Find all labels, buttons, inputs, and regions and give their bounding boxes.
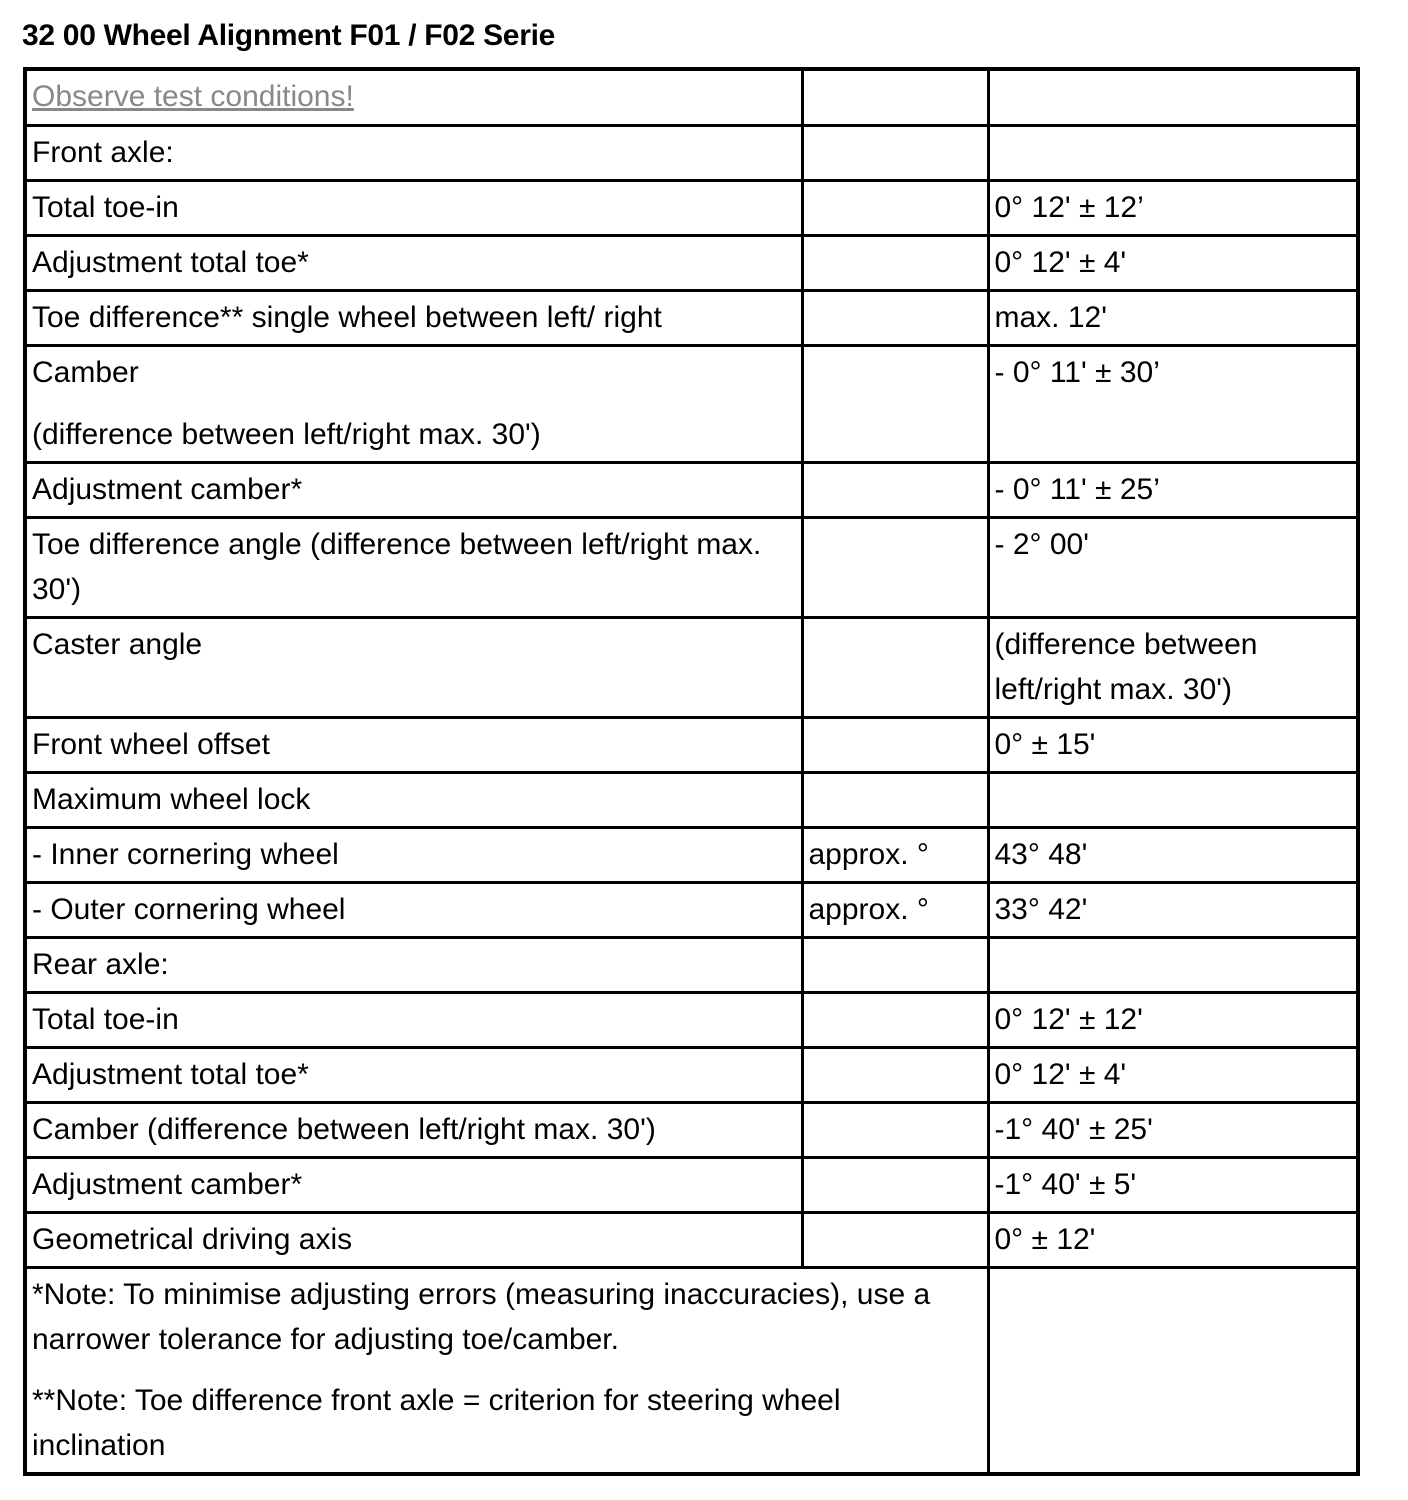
table-row bbox=[25, 235, 1358, 290]
cell-description bbox=[25, 345, 802, 462]
notes-cell bbox=[25, 1267, 988, 1474]
table-row bbox=[25, 125, 1358, 180]
table-row bbox=[25, 772, 1358, 827]
cell-description: Maximum wheel lock bbox=[25, 772, 802, 827]
cell-unit bbox=[802, 617, 988, 717]
table-row bbox=[25, 1102, 1358, 1157]
cell-value: -1° 40' ± 25' bbox=[988, 1102, 1358, 1157]
cell-unit bbox=[802, 1212, 988, 1267]
cell-unit bbox=[802, 992, 988, 1047]
cell-unit bbox=[802, 517, 988, 617]
cell-description: Front wheel offset bbox=[25, 717, 802, 772]
cell-description bbox=[25, 69, 802, 125]
camber-label: Camber bbox=[32, 355, 139, 389]
cell-description: - Inner cornering wheel bbox=[25, 827, 802, 882]
cell-value: -1° 40' ± 5' bbox=[988, 1157, 1358, 1212]
table-row bbox=[25, 992, 1358, 1047]
cell-description: Caster angle bbox=[25, 617, 802, 717]
cell-unit bbox=[802, 345, 988, 462]
cell-value: 33° 42' bbox=[988, 882, 1358, 937]
cell-value bbox=[988, 69, 1358, 125]
cell-value: 43° 48' bbox=[988, 827, 1358, 882]
cell-value: (difference between left/right max. 30') bbox=[988, 617, 1358, 717]
cell-value: - 0° 11' ± 30’ bbox=[988, 345, 1358, 462]
table-row bbox=[25, 517, 1358, 617]
cell-description: Front axle: bbox=[25, 125, 802, 180]
cell-value bbox=[988, 1267, 1358, 1474]
cell-description: Adjustment camber* bbox=[25, 462, 802, 517]
cell-unit: approx. ° bbox=[802, 827, 988, 882]
test-conditions-link[interactable]: Observe test conditions! bbox=[32, 80, 354, 113]
cell-value bbox=[988, 125, 1358, 180]
cell-description: Total toe-in bbox=[25, 180, 802, 235]
cell-description: Camber (difference between left/right max. 30') bbox=[25, 1102, 802, 1157]
cell-unit bbox=[802, 125, 988, 180]
cell-unit bbox=[802, 462, 988, 517]
cell-value bbox=[988, 937, 1358, 992]
cell-value: - 0° 11' ± 25’ bbox=[988, 462, 1358, 517]
cell-unit bbox=[802, 69, 988, 125]
table-row bbox=[25, 1157, 1358, 1212]
cell-description: Rear axle: bbox=[25, 937, 802, 992]
note-toe-difference: **Note: Toe difference front axle = criterion for steering wheel inclination bbox=[32, 1383, 841, 1462]
cell-value: 0° ± 15' bbox=[988, 717, 1358, 772]
cell-unit bbox=[802, 772, 988, 827]
cell-value: 0° 12' ± 12' bbox=[988, 992, 1358, 1047]
camber-note: (difference between left/right max. 30') bbox=[32, 417, 541, 451]
cell-unit bbox=[802, 1047, 988, 1102]
table-row bbox=[25, 1047, 1358, 1102]
page-title: 32 00 Wheel Alignment F01 / F02 Serie bbox=[22, 19, 555, 52]
cell-description: Geometrical driving axis bbox=[25, 1212, 802, 1267]
cell-description: - Outer cornering wheel bbox=[25, 882, 802, 937]
cell-value bbox=[988, 772, 1358, 827]
cell-unit bbox=[802, 1157, 988, 1212]
table-row bbox=[25, 180, 1358, 235]
cell-value: - 2° 00' bbox=[988, 517, 1358, 617]
cell-unit bbox=[802, 717, 988, 772]
cell-value: 0° 12' ± 12’ bbox=[988, 180, 1358, 235]
cell-unit bbox=[802, 1102, 988, 1157]
notes-row bbox=[25, 1267, 1358, 1474]
cell-description: Adjustment camber* bbox=[25, 1157, 802, 1212]
table-row bbox=[25, 290, 1358, 345]
table-row bbox=[25, 345, 1358, 462]
cell-unit bbox=[802, 937, 988, 992]
cell-unit bbox=[802, 235, 988, 290]
cell-value: 0° 12' ± 4' bbox=[988, 1047, 1358, 1102]
table-row bbox=[25, 69, 1358, 125]
table-row bbox=[25, 462, 1358, 517]
cell-description: Toe difference angle (difference between left/right max. 30') bbox=[25, 517, 802, 617]
wheel-alignment-table bbox=[23, 67, 1360, 1476]
cell-unit bbox=[802, 180, 988, 235]
cell-description: Adjustment total toe* bbox=[25, 235, 802, 290]
cell-description: Adjustment total toe* bbox=[25, 1047, 802, 1102]
cell-unit bbox=[802, 290, 988, 345]
table-row bbox=[25, 827, 1358, 882]
note-toe-camber: *Note: To minimise adjusting errors (measuring inaccuracies), use a narrower tolerance for adjusting toe/camber. bbox=[32, 1277, 931, 1356]
table-row bbox=[25, 882, 1358, 937]
table-row bbox=[25, 1212, 1358, 1267]
cell-description: Toe difference** single wheel between left/ right bbox=[25, 290, 802, 345]
cell-unit: approx. ° bbox=[802, 882, 988, 937]
table-row bbox=[25, 617, 1358, 717]
table-row bbox=[25, 717, 1358, 772]
cell-value: 0° ± 12' bbox=[988, 1212, 1358, 1267]
cell-value: 0° 12' ± 4' bbox=[988, 235, 1358, 290]
cell-value: max. 12' bbox=[988, 290, 1358, 345]
table-row bbox=[25, 937, 1358, 992]
cell-description: Total toe-in bbox=[25, 992, 802, 1047]
